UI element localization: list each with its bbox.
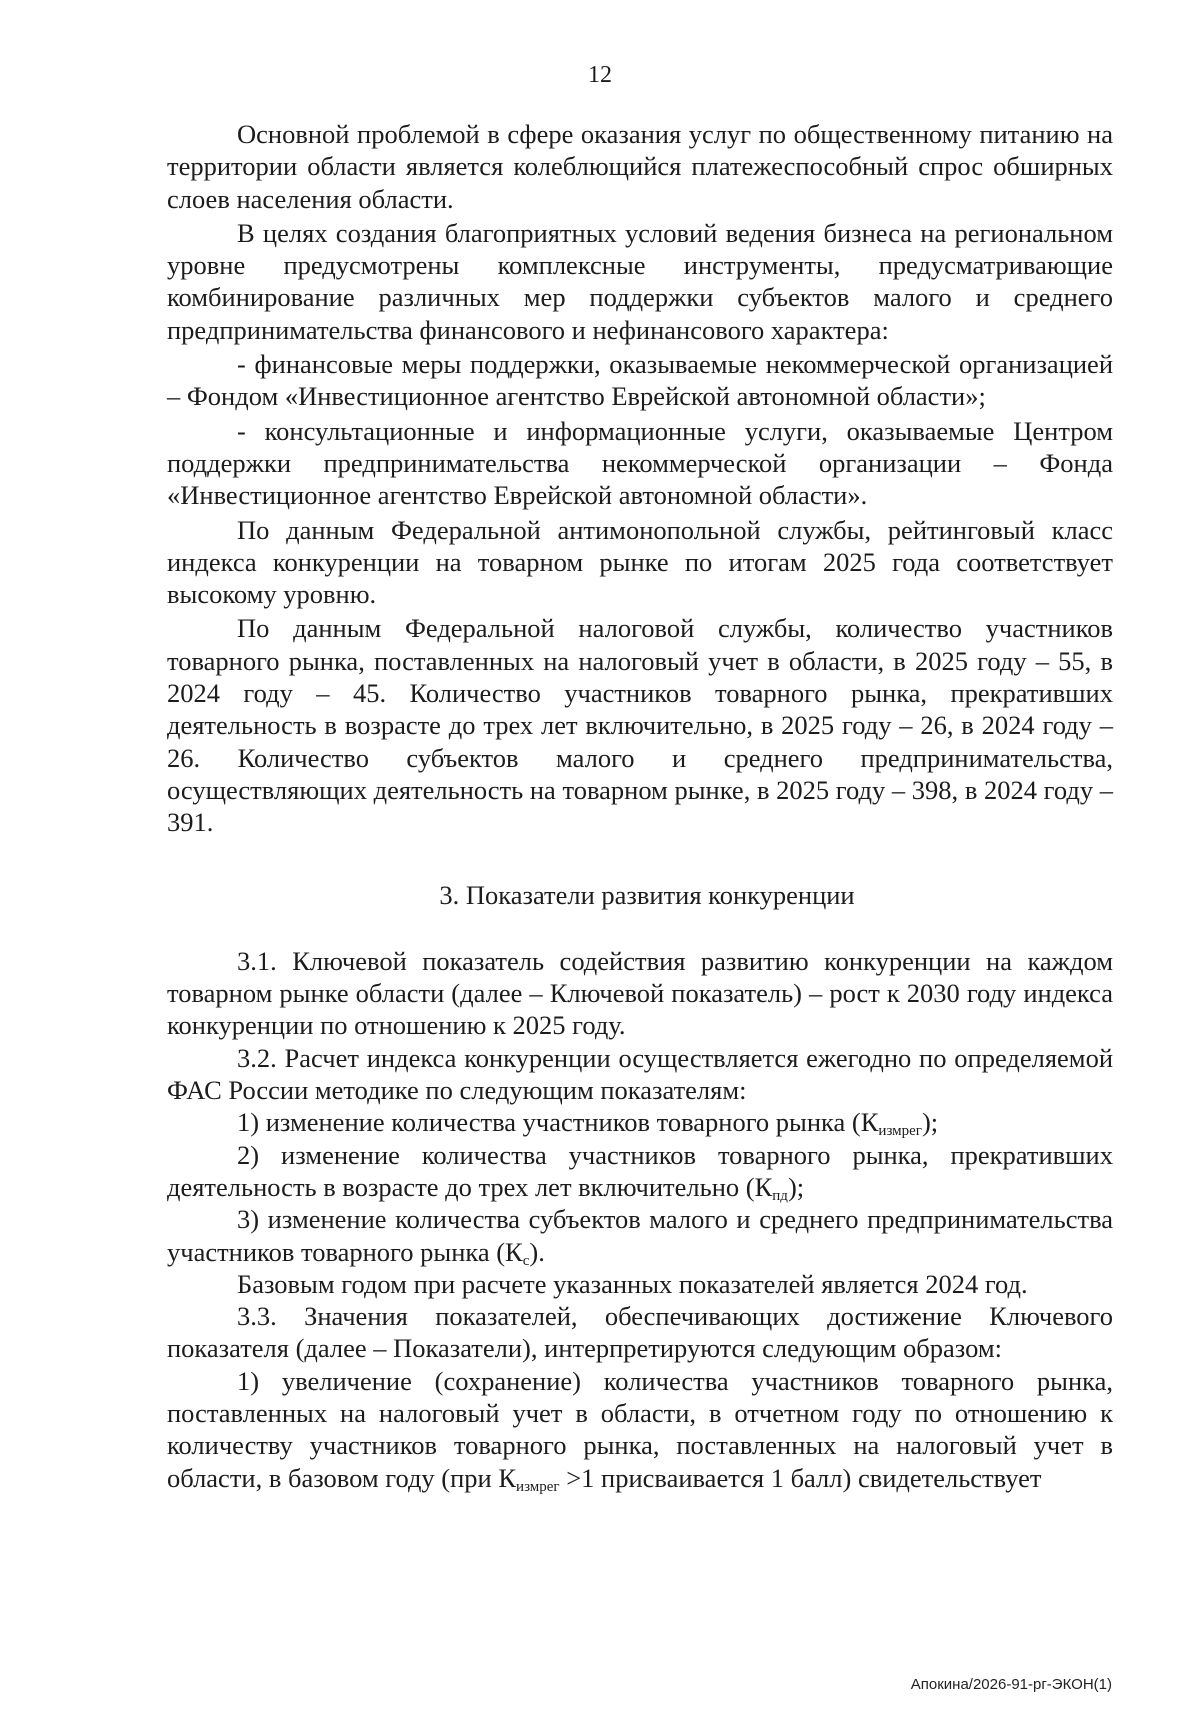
- paragraph: В целях создания благоприятных условий ведения бизнеса на региональном уровне предусмотрены комплексные инструменты, предусматривающие комбинирование различных мер поддержки субъектов малого и среднего предпринимательства финансового и нефинансового характера:: [167, 217, 1113, 345]
- paragraph: По данным Федеральной налоговой службы, количество участников товарного рынка, поставленных на налоговый учет в области, в 2025 году – 55, в 2024 году – 45. Количество участников товарного рынка, прекративших деятельность в возрасте до трех лет включительно, в 2025 году – 26, в 2024 году – 26. Количество субъектов малого и среднего предпринимательства, осуществляющих деятельность на товарном рынке, в 2025 году – 398, в 2024 году – 391.: [167, 613, 1113, 838]
- paragraph-3-3: 3.3. Значения показателей, обеспечивающих достижение Ключевого показателя (далее – Показатели), интерпретируются следующим образом:: [167, 1301, 1113, 1364]
- base-year-paragraph: Базовым годом при расчете указанных показателей является 2024 год.: [237, 1268, 1028, 1299]
- page-number: 12: [588, 62, 612, 88]
- interpretation-item-1: 1) увеличение (сохранение) количества участников товарного рынка, поставленных на налоговый учет в области, в отчетном году по отношению к количеству участников товарного рынка, поставленных на налоговый учет в области, в базовом году (при $К_{измрег} >1$ присваивается 1 балл) свидетельствует: [167, 1365, 1113, 1495]
- document-body: [167, 118, 1113, 1494]
- paragraph: Основной проблемой в сфере оказания услуг по общественному питанию на территории области является колеблющийся платежеспособный спрос обширных слоев населения области.: [167, 119, 1113, 214]
- subscript: измрег: [878, 1123, 922, 1140]
- list-item-2: 2) изменение количества участников товарного рынка, прекративших деятельность в возрасте до трех лет включительно $(К_{пд})$;: [167, 1139, 1113, 1204]
- list-item-1: 1) изменение количества участников товарного рынка $(К_{измрег})$;: [237, 1107, 939, 1140]
- paragraph-3-1: 3.1. Ключевой показатель содействия развитию конкуренции на каждом товарном рынке области (далее – Ключевой показатель) – рост к 2030 году индекса конкуренции по отношению к 2025 году.: [167, 945, 1113, 1041]
- list-item-3: 3) изменение количества субъектов малого и среднего предпринимательства участников товарного рынка $(К_с)$.: [167, 1204, 1113, 1269]
- subscript: измрег: [516, 1478, 560, 1495]
- subscript: пд: [772, 1187, 788, 1204]
- paragraph: - консультационные и информационные услуги, оказываемые Центром поддержки предпринимательства некоммерческой организации – Фонда «Инвестиционное агентство Еврейской автономной области».: [167, 415, 1113, 511]
- subscript: с: [522, 1252, 530, 1269]
- paragraph: - финансовые меры поддержки, оказываемые некоммерческой организацией – Фондом «Инвестиционное агентство Еврейской автономной области»;: [167, 349, 1113, 412]
- section-heading: 3. Показатели развития конкуренции: [439, 879, 855, 910]
- paragraph: По данным Федеральной антимонопольной службы, рейтинговый класс индекса конкуренции на товарном рынке по итогам 2025 года соответствует высокому уровню.: [167, 514, 1113, 610]
- paragraph-3-2: 3.2. Расчет индекса конкуренции осуществляется ежегодно по определяемой ФАС России методике по следующим показателям:: [167, 1042, 1113, 1106]
- document-footer-code: Апокина/2026-91-рг-ЭКОН(1): [910, 1676, 1112, 1693]
